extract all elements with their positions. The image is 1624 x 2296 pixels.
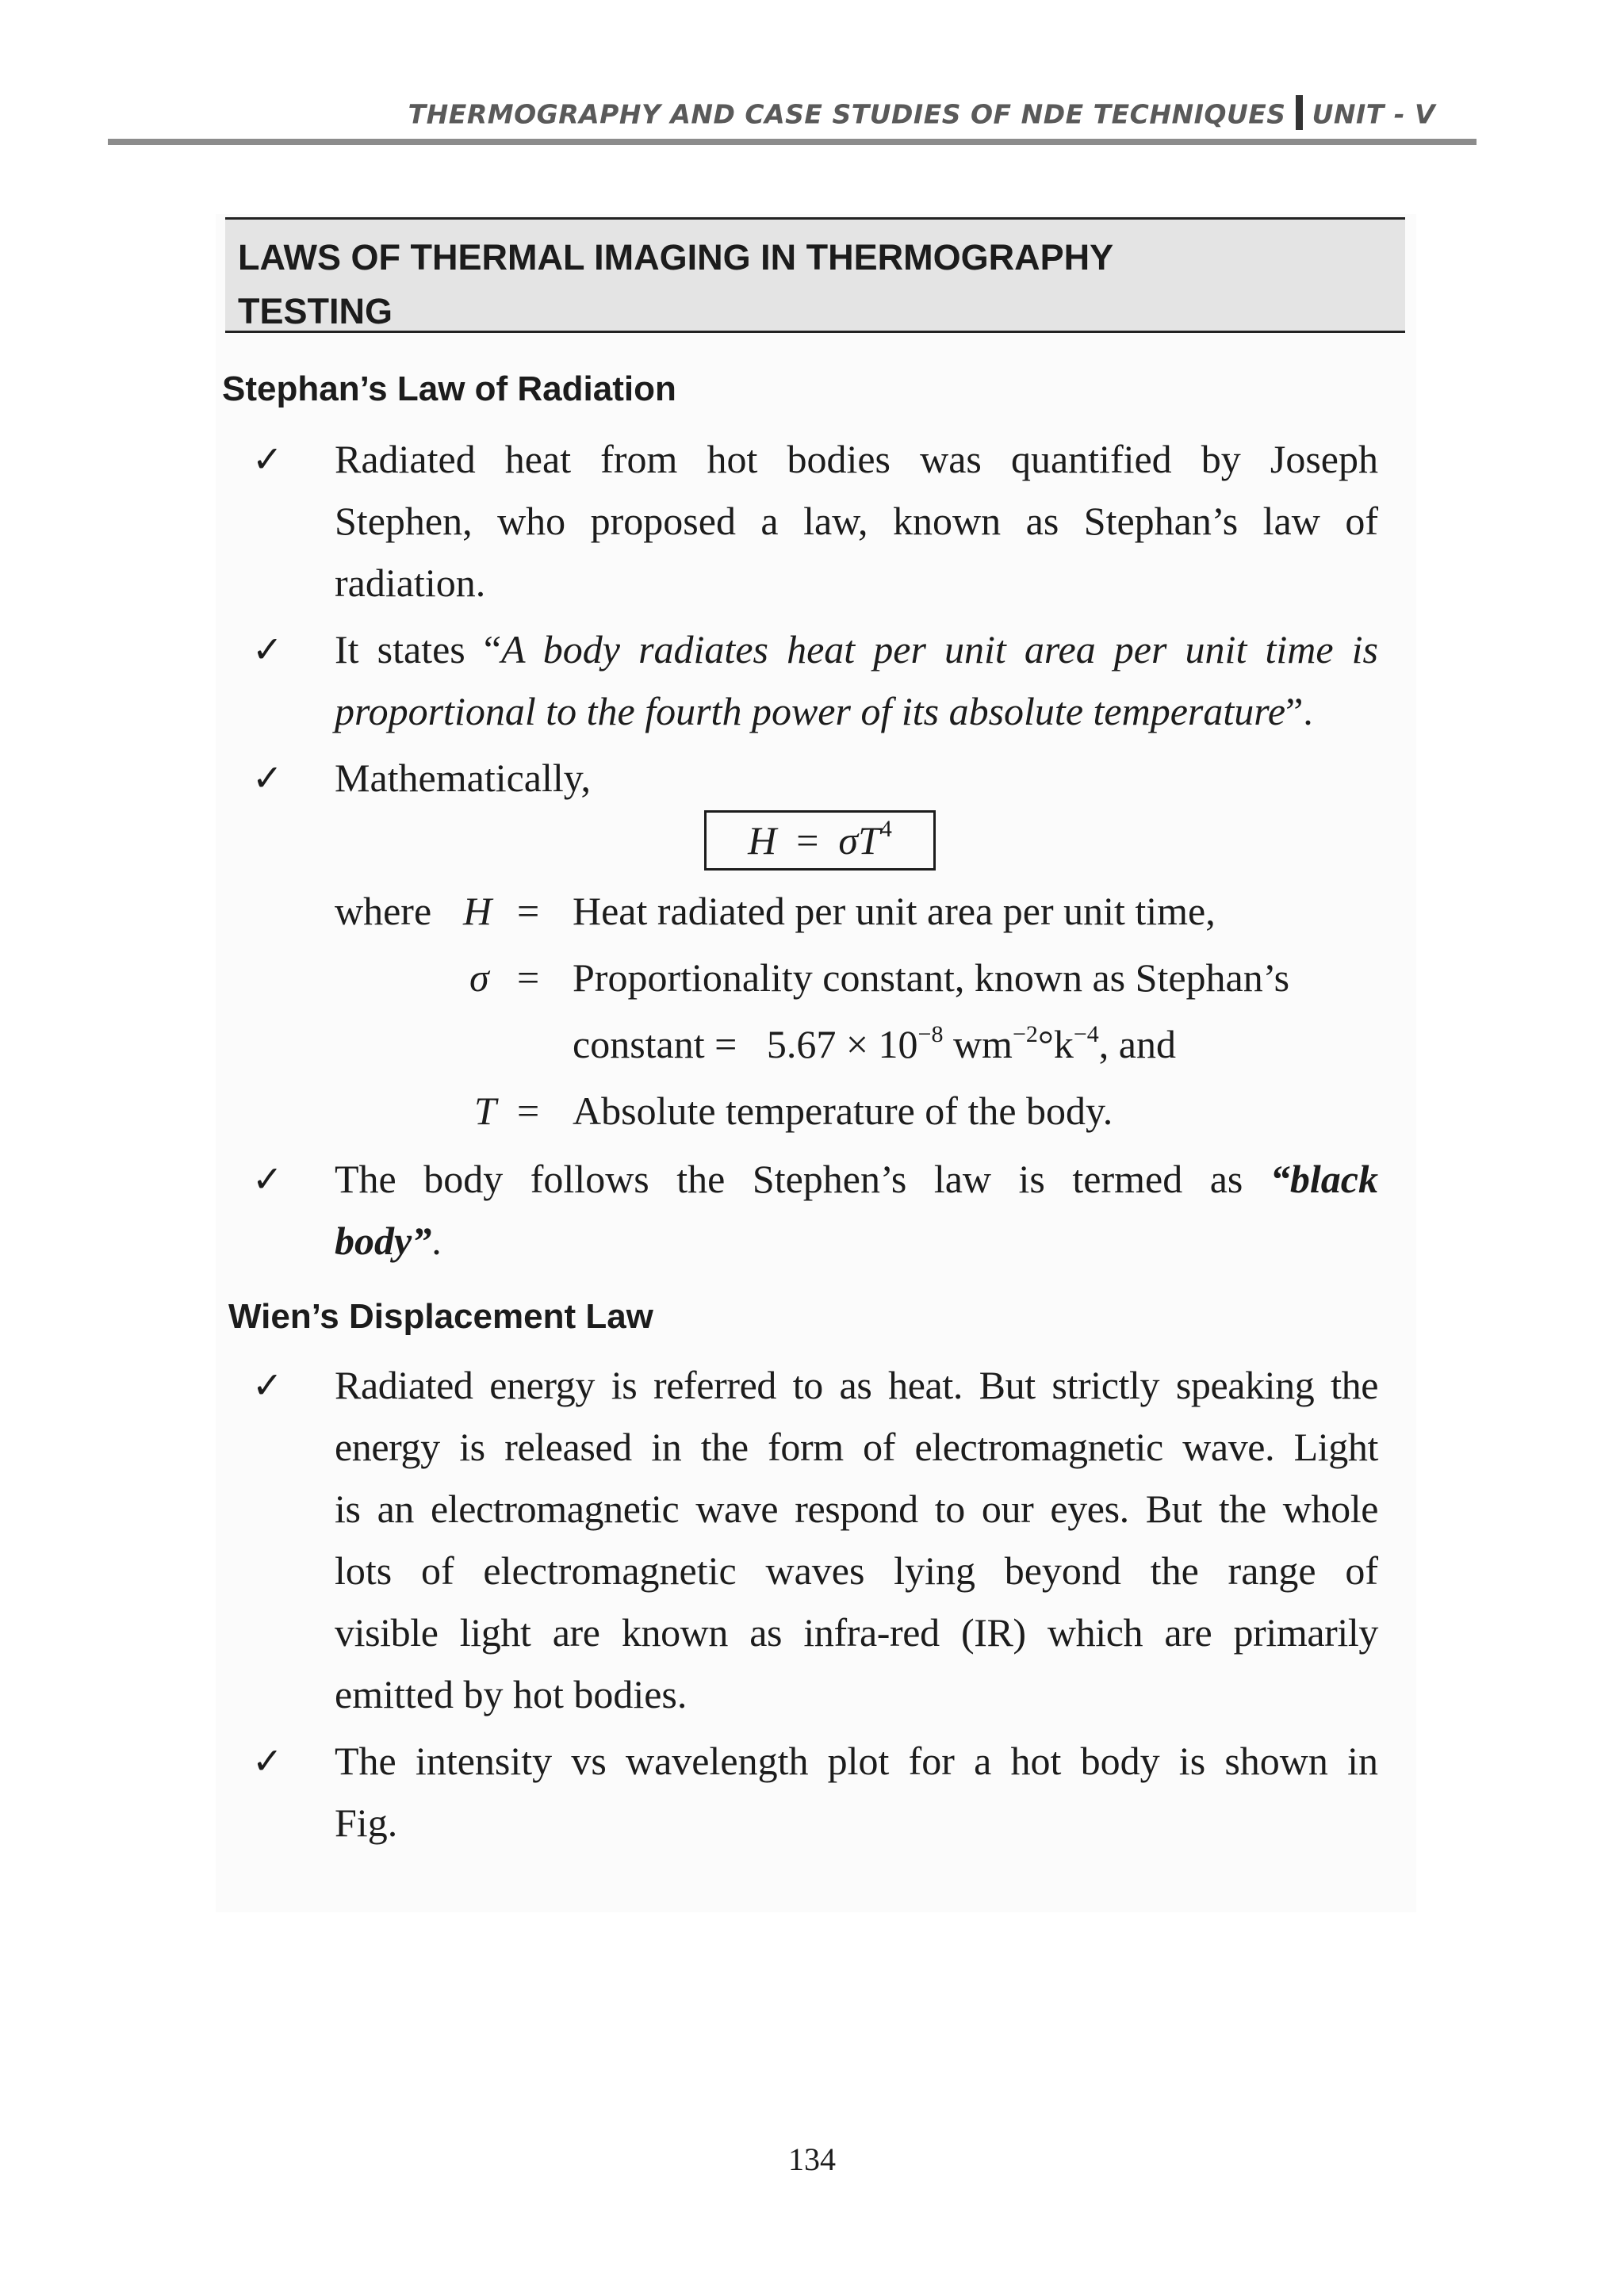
wien-bullet-2 [335, 1730, 1378, 1854]
check-icon: ✓ [252, 628, 283, 671]
check-icon: ✓ [252, 1158, 283, 1200]
text-line [335, 1210, 1378, 1272]
section-title [238, 231, 1229, 339]
header-separator [1296, 95, 1303, 130]
constant-tail: , and [1098, 1022, 1176, 1066]
text-line: Radiated heat from hot bodies was quantified by Joseph [335, 437, 1378, 481]
text-line [335, 680, 1378, 742]
symbol-h-text: H [463, 889, 492, 933]
law-statement-part-1: A body radiates heat per unit area per unit time is [501, 627, 1378, 672]
check-icon: ✓ [252, 1364, 283, 1406]
text-line [335, 618, 1378, 680]
constant-unit-w: wm [952, 1022, 1013, 1066]
symbol-sigma [469, 955, 489, 1001]
running-header-title: THERMOGRAPHY AND CASE STUDIES OF NDE TECHNIQUES [408, 98, 1286, 130]
where-label: where [335, 889, 432, 933]
definition-h: Heat radiated per unit area per unit time, [573, 889, 1216, 933]
stephan-bullet-3 [335, 747, 1378, 809]
black-body-tail: . [431, 1219, 442, 1263]
text-line [335, 1148, 1378, 1210]
symbol-h [463, 888, 492, 934]
symbol-t-text: T [474, 1089, 496, 1133]
section-title-line-1: LAWS OF THERMAL IMAGING IN THERMOGRAPHY [238, 237, 1114, 277]
text-line: visible light are known as infra-red (IR) which are primarily [335, 1610, 1378, 1655]
constant-number: 5.67 × 10 [766, 1022, 918, 1066]
formula-rhs: σT [838, 818, 880, 863]
running-header [0, 98, 1435, 133]
text-line: Fig. [335, 1800, 398, 1845]
running-header-unit: UNIT - V [1312, 98, 1435, 130]
wien-heading: Wien’s Displacement Law [228, 1297, 653, 1336]
definition-t: Absolute temperature of the body. [573, 1089, 1113, 1133]
section-banner [225, 217, 1405, 333]
constant-unit-exp-m: −2 [1012, 1021, 1038, 1047]
wien-bullet-1 [335, 1354, 1378, 1725]
stephan-bullet-4 [335, 1148, 1378, 1272]
black-body-term-2: body” [335, 1219, 432, 1263]
text-line: The intensity vs wavelength plot for a hot body is shown in [335, 1739, 1378, 1783]
text-line: energy is released in the form of electromagnetic wave. Light [335, 1425, 1378, 1469]
constant-value [573, 1021, 1176, 1067]
check-icon: ✓ [252, 756, 283, 799]
formula-lhs: H [748, 818, 777, 863]
stephan-bullet-2 [335, 618, 1378, 742]
stephan-bullet-1 [335, 428, 1378, 614]
law-statement-part-2: proportional to the fourth power of its absolute temperature [335, 689, 1286, 733]
text-line: emitted by hot bodies. [335, 1672, 688, 1716]
constant-unit-k: °k [1037, 1022, 1074, 1066]
symbol-t [474, 1088, 496, 1134]
equals-sigma: = [517, 955, 540, 1000]
page-number: 134 [788, 2141, 836, 2177]
symbol-sigma-text: σ [469, 955, 489, 1000]
text-line: lots of electromagnetic waves lying beyond the range of [335, 1548, 1378, 1593]
formula-equals: = [796, 818, 819, 863]
text-line: radiation. [335, 561, 486, 605]
text-line: Stephen, who proposed a law, known as Stephan’s law of [335, 499, 1378, 543]
quote-tail: ”. [1285, 689, 1313, 733]
black-body-term-1: “black [1270, 1157, 1378, 1201]
definition-sigma: Proportionality constant, known as Stephan’s [573, 955, 1290, 1000]
formula-box [704, 810, 936, 871]
black-body-sentence: The body follows the Stephen’s law is termed as [335, 1157, 1243, 1201]
constant-unit-exp-k: −4 [1073, 1021, 1099, 1047]
text-line: is an electromagnetic wave respond to our eyes. But the whole [335, 1487, 1378, 1531]
check-icon: ✓ [252, 1739, 283, 1782]
text-line: Radiated energy is referred to as heat. But strictly speaking the [335, 1363, 1378, 1407]
check-icon: ✓ [252, 438, 283, 480]
header-rule [108, 139, 1477, 145]
text-line: Mathematically, [335, 756, 592, 800]
equals-h: = [517, 889, 540, 933]
quote-lead: It states “ [335, 627, 502, 672]
equals-t: = [517, 1089, 540, 1133]
constant-exponent: −8 [917, 1021, 944, 1047]
stephan-heading: Stephan’s Law of Radiation [222, 369, 676, 408]
constant-lead: constant = [573, 1022, 737, 1066]
section-title-line-2: TESTING [238, 291, 393, 331]
formula-exponent: 4 [879, 816, 892, 842]
